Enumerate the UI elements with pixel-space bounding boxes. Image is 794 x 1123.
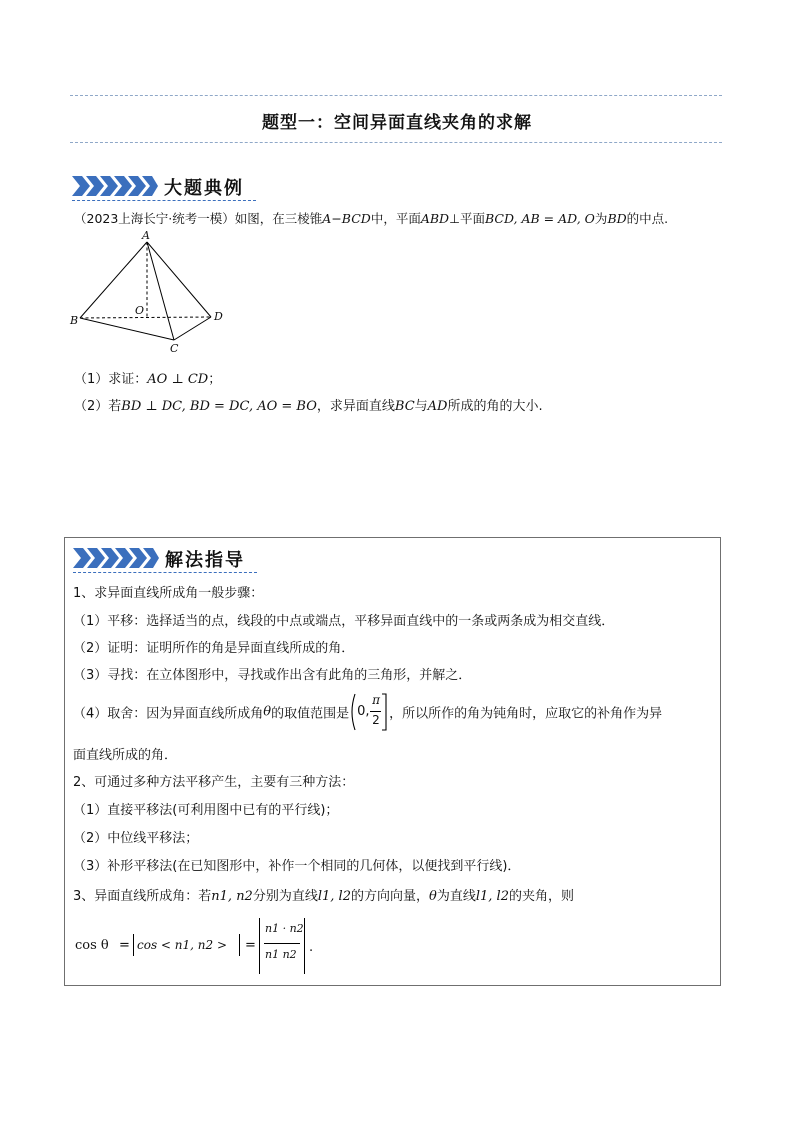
chevron-arrows-icon xyxy=(72,174,158,198)
edge-ad xyxy=(147,242,211,317)
example-text-1: 中，平面 xyxy=(370,211,421,226)
edge-ac xyxy=(147,242,174,340)
range-left: 0, xyxy=(357,704,370,719)
question-2-end: 所成的角的大小. xyxy=(447,399,543,414)
method-banner-underline xyxy=(73,572,257,573)
example-banner xyxy=(72,174,272,198)
method-step-1-4-cont: 面直线所成的角． xyxy=(73,748,178,763)
label-o: O xyxy=(135,304,145,317)
formula-end-dot: . xyxy=(309,940,314,955)
method-banner-label: 解法指导 xyxy=(165,550,245,571)
example-source: （2023上海长宁·统考一模）如图，在三棱锥 xyxy=(74,211,323,226)
method-step-3-text-d: 为直线 xyxy=(436,889,476,904)
question-2 xyxy=(74,395,543,414)
abs-bar-left-1 xyxy=(133,934,134,956)
method-banner xyxy=(73,546,273,570)
formula-denominator: n1 n2 xyxy=(265,948,297,961)
header-top-divider xyxy=(70,95,722,96)
lines-l1-l2-2: l1, l2 xyxy=(475,889,509,904)
line-bc: BC xyxy=(394,399,415,414)
plane-abd: ABD xyxy=(420,211,450,226)
edge-bc xyxy=(80,318,174,340)
cos-theta: cos θ xyxy=(75,938,109,953)
method-step-1-4-text-a: （4）取舍：因为异面直线所成角 xyxy=(73,706,264,722)
method-step-2-1: （1）直接平移法(可利用图中已有的平行线)； xyxy=(73,803,339,818)
method-step-1: 1、求异面直线所成角一般步骤： xyxy=(73,586,264,601)
header-bottom-divider xyxy=(70,142,722,143)
cos-formula xyxy=(73,916,333,978)
method-step-1-4 xyxy=(73,692,662,732)
segment-bd: BD xyxy=(607,211,627,226)
example-text-3: 为 xyxy=(594,211,608,226)
plane-bcd-condition: BCD, AB = AD, O xyxy=(484,211,595,226)
method-step-1-2: （2）证明：证明所作的角是异面直线所成的角． xyxy=(73,641,355,656)
formula-numerator: n1 · n2 xyxy=(265,922,304,935)
abs-bar-left-2 xyxy=(259,918,260,974)
theta-symbol-2: θ xyxy=(429,889,437,904)
page-title: 题型一：空间异面直线夹角的求解 xyxy=(262,113,532,133)
lines-l1-l2: l1, l2 xyxy=(317,889,351,904)
question-1-end: ； xyxy=(208,372,222,387)
perp-symbol: ⊥ xyxy=(449,211,460,226)
question-2-text: ，求异面直线 xyxy=(316,399,395,414)
question-1-expr: AO ⊥ CD xyxy=(147,372,209,387)
range-pi: π xyxy=(372,693,381,707)
method-step-1-3: （3）寻找：在立体图形中，寻找或作出含有此角的三角形，并解之． xyxy=(73,668,472,683)
method-step-3-text-e: 的夹角，则 xyxy=(508,889,574,904)
formula-fraction-bar xyxy=(264,943,300,944)
method-step-3-text-c: 的方向向量， xyxy=(350,889,429,904)
method-step-1-4-text-c: ，所以所作的角为钝角时，应取它的补角作为异 xyxy=(389,706,663,722)
abs-bar-right-1 xyxy=(239,934,240,956)
edge-cd xyxy=(174,317,211,340)
question-2-expr: BD ⊥ DC, BD = DC, AO = BO xyxy=(121,399,317,414)
method-step-2: 2、可通过多种方法平移产生，主要有三种方法： xyxy=(73,775,355,790)
question-2-with: 与 xyxy=(414,399,428,414)
method-step-3 xyxy=(73,885,574,904)
method-step-1-1: （1）平移：选择适当的点，线段的中点或端点，平移异面直线中的一条或两条成为相交直线． xyxy=(73,614,615,629)
method-step-2-2: （2）中位线平移法； xyxy=(73,831,199,846)
question-1 xyxy=(74,368,221,387)
example-text-2: 平面 xyxy=(459,211,485,226)
range-fraction-bar xyxy=(370,711,381,712)
question-1-label: （1）求证： xyxy=(74,372,148,387)
method-step-3-text-a: 3、异面直线所成角：若 xyxy=(73,889,212,904)
label-a: A xyxy=(142,229,150,242)
question-2-label: （2）若 xyxy=(74,399,122,414)
chevron-arrows-icon xyxy=(73,546,159,570)
tetrahedron-figure xyxy=(66,229,236,360)
cos-expression: cos < n1, n2 > xyxy=(137,938,228,952)
method-step-2-3: （3）补形平移法(在已知图形中，补作一个相同的几何体，以便找到平行线)． xyxy=(73,859,521,874)
label-c: C xyxy=(170,342,179,355)
equals-1: = xyxy=(119,938,130,953)
label-d: D xyxy=(214,310,223,323)
example-banner-underline xyxy=(72,200,256,201)
line-ad: AD xyxy=(427,399,448,414)
theta-symbol: θ xyxy=(263,704,272,720)
method-step-3-text-b: 分别为直线 xyxy=(252,889,318,904)
example-banner-label: 大题典例 xyxy=(164,178,244,199)
example-text-4: 的中点. xyxy=(626,211,669,226)
vectors-n1-n2: n1, n2 xyxy=(211,889,253,904)
range-two: 2 xyxy=(372,713,380,727)
method-box xyxy=(64,537,721,986)
method-step-1-4-text-b: 的取值范围是 xyxy=(271,706,350,722)
edge-bd xyxy=(80,317,211,318)
tetrahedron-name: A−BCD xyxy=(322,211,371,226)
label-b: B xyxy=(70,314,79,327)
equals-2: = xyxy=(245,938,256,953)
abs-bar-right-2 xyxy=(304,918,305,974)
example-statement xyxy=(74,209,668,227)
angle-range xyxy=(349,692,389,732)
